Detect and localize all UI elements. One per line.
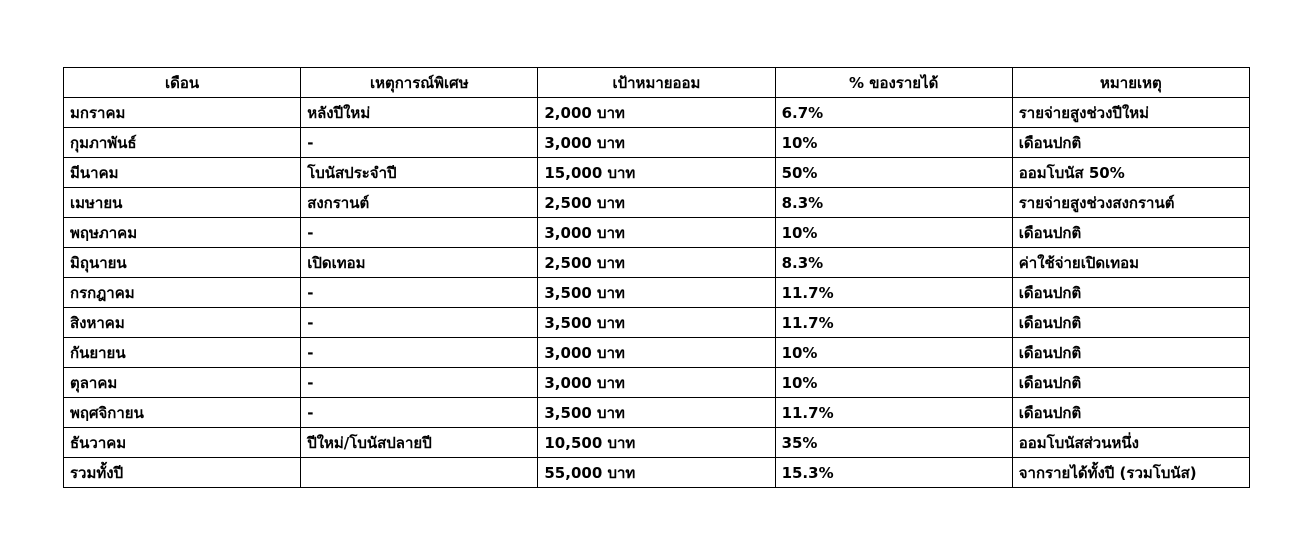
cell-month: กรกฎาคม: [64, 278, 301, 308]
cell-savings-goal: 2,000 บาท: [538, 98, 775, 128]
cell-note: เดือนปกติ: [1012, 398, 1249, 428]
table-row: [64, 278, 1250, 308]
cell-special-event: ปีใหม่/โบนัสปลายปี: [301, 428, 538, 458]
cell-month: กันยายน: [64, 338, 301, 368]
cell-month: มกราคม: [64, 98, 301, 128]
cell-month: มีนาคม: [64, 158, 301, 188]
cell-special-event: โบนัสประจำปี: [301, 158, 538, 188]
cell-month: กุมภาพันธ์: [64, 128, 301, 158]
cell-savings-goal: 3,500 บาท: [538, 308, 775, 338]
cell-income-percent: 50%: [775, 158, 1012, 188]
cell-income-percent: 10%: [775, 218, 1012, 248]
table-row: [64, 308, 1250, 338]
cell-savings-goal: 3,500 บาท: [538, 398, 775, 428]
cell-income-percent: 35%: [775, 428, 1012, 458]
header-note: หมายเหตุ: [1012, 68, 1249, 98]
cell-savings-goal: 3,500 บาท: [538, 278, 775, 308]
table-row: [64, 398, 1250, 428]
cell-income-percent: 10%: [775, 338, 1012, 368]
header-row: [64, 68, 1250, 98]
cell-month: มิถุนายน: [64, 248, 301, 278]
cell-savings-goal: 10,500 บาท: [538, 428, 775, 458]
cell-savings-goal: 55,000 บาท: [538, 458, 775, 488]
cell-note: เดือนปกติ: [1012, 308, 1249, 338]
table-row: [64, 248, 1250, 278]
table-row: [64, 218, 1250, 248]
cell-income-percent: 11.7%: [775, 308, 1012, 338]
header-income-percent: % ของรายได้: [775, 68, 1012, 98]
table-row: [64, 158, 1250, 188]
cell-note: รายจ่ายสูงช่วงปีใหม่: [1012, 98, 1249, 128]
cell-month: พฤศจิกายน: [64, 398, 301, 428]
cell-special-event: -: [301, 338, 538, 368]
cell-special-event: -: [301, 398, 538, 428]
header-savings-goal: เป้าหมายออม: [538, 68, 775, 98]
cell-income-percent: 8.3%: [775, 248, 1012, 278]
cell-income-percent: 6.7%: [775, 98, 1012, 128]
cell-note: เดือนปกติ: [1012, 368, 1249, 398]
table-row: [64, 428, 1250, 458]
cell-savings-goal: 2,500 บาท: [538, 248, 775, 278]
cell-special-event: -: [301, 368, 538, 398]
cell-month: ธันวาคม: [64, 428, 301, 458]
cell-savings-goal: 3,000 บาท: [538, 338, 775, 368]
cell-note: เดือนปกติ: [1012, 128, 1249, 158]
cell-special-event: [301, 458, 538, 488]
cell-special-event: -: [301, 308, 538, 338]
table-header: [64, 68, 1250, 98]
table-row: [64, 128, 1250, 158]
cell-special-event: หลังปีใหม่: [301, 98, 538, 128]
cell-savings-goal: 3,000 บาท: [538, 218, 775, 248]
cell-note: จากรายได้ทั้งปี (รวมโบนัส): [1012, 458, 1249, 488]
header-special-event: เหตุการณ์พิเศษ: [301, 68, 538, 98]
table-row: [64, 368, 1250, 398]
cell-month: พฤษภาคม: [64, 218, 301, 248]
table-body: [64, 98, 1250, 488]
cell-month: สิงหาคม: [64, 308, 301, 338]
cell-income-percent: 11.7%: [775, 398, 1012, 428]
header-month: เดือน: [64, 68, 301, 98]
cell-note: เดือนปกติ: [1012, 218, 1249, 248]
cell-savings-goal: 15,000 บาท: [538, 158, 775, 188]
cell-special-event: -: [301, 128, 538, 158]
cell-income-percent: 10%: [775, 128, 1012, 158]
cell-special-event: -: [301, 218, 538, 248]
cell-note: เดือนปกติ: [1012, 278, 1249, 308]
cell-note: ออมโบนัสส่วนหนึ่ง: [1012, 428, 1249, 458]
cell-savings-goal: 3,000 บาท: [538, 128, 775, 158]
cell-month: ตุลาคม: [64, 368, 301, 398]
table-row: [64, 98, 1250, 128]
cell-savings-goal: 2,500 บาท: [538, 188, 775, 218]
cell-income-percent: 10%: [775, 368, 1012, 398]
total-row: [64, 458, 1250, 488]
cell-note: เดือนปกติ: [1012, 338, 1249, 368]
cell-month: รวมทั้งปี: [64, 458, 301, 488]
savings-plan-table: [63, 67, 1250, 488]
cell-income-percent: 8.3%: [775, 188, 1012, 218]
cell-note: ค่าใช้จ่ายเปิดเทอม: [1012, 248, 1249, 278]
cell-month: เมษายน: [64, 188, 301, 218]
cell-savings-goal: 3,000 บาท: [538, 368, 775, 398]
table-row: [64, 188, 1250, 218]
cell-income-percent: 11.7%: [775, 278, 1012, 308]
cell-note: รายจ่ายสูงช่วงสงกรานต์: [1012, 188, 1249, 218]
table-row: [64, 338, 1250, 368]
cell-special-event: สงกรานต์: [301, 188, 538, 218]
cell-income-percent: 15.3%: [775, 458, 1012, 488]
cell-note: ออมโบนัส 50%: [1012, 158, 1249, 188]
cell-special-event: -: [301, 278, 538, 308]
cell-special-event: เปิดเทอม: [301, 248, 538, 278]
